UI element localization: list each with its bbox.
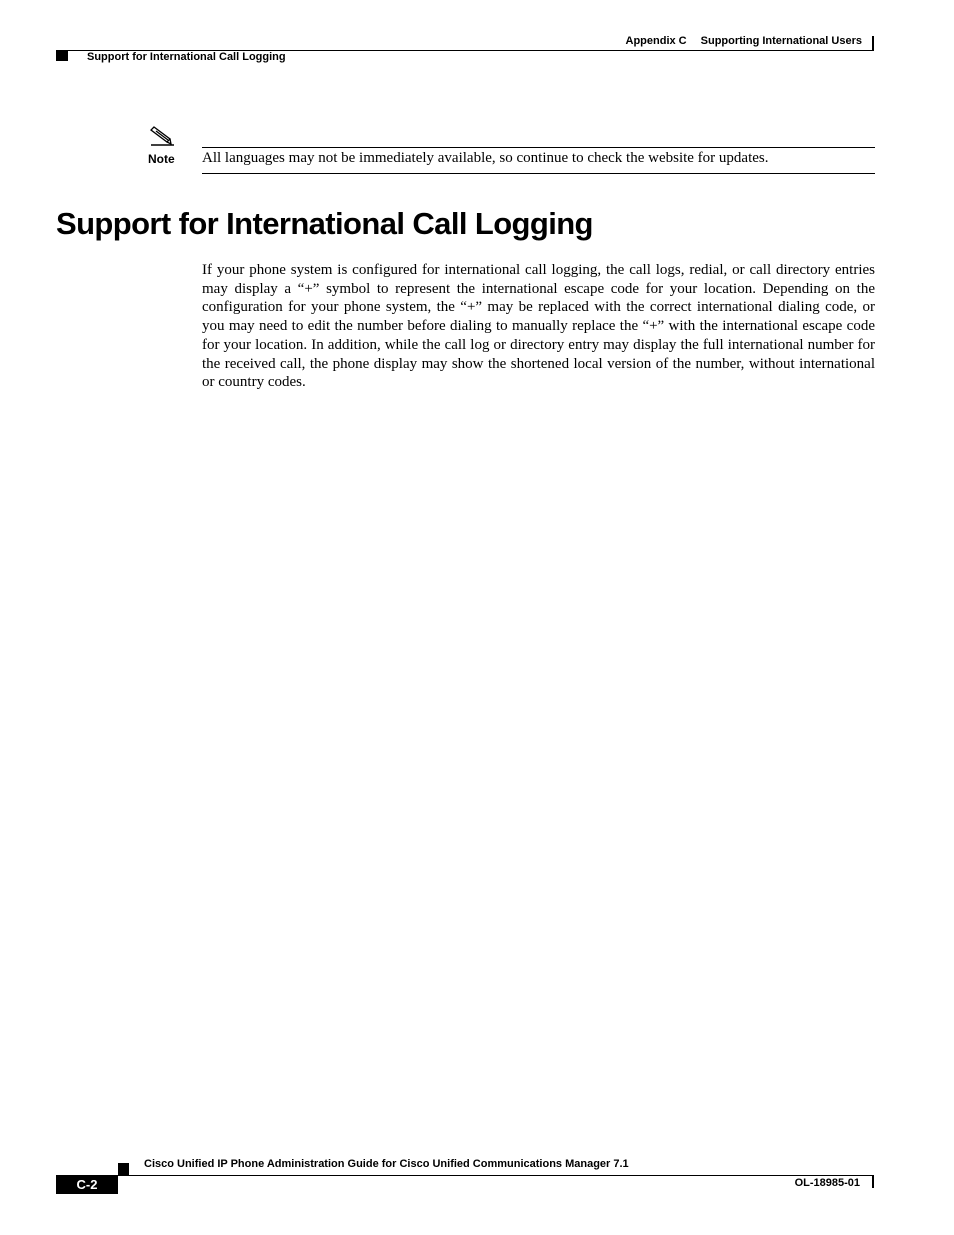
section-body: If your phone system is configured for international call logging, the call logs, redial, or call directory entries may display a “+” symbol to represent the international escape code for your location. Depending on the configuration for your phone system, the “+” may be replaced with the correct international dialing code, or you may need to edit the number before dialing to manually replace the “+” with the international escape code for your location. In addition, while the call log or directory entry may display the full international number for the received call, the phone display may show the shortened local version of the number, without international or country codes. [202,262,875,391]
header-tick-mark [872,36,874,50]
footer-tick-mark [872,1175,874,1188]
running-header-right [626,35,862,47]
note-rule-top [202,147,875,148]
footer-marker-square [118,1163,129,1175]
footer-doc-title: Cisco Unified IP Phone Administration Guide for Cisco Unified Communications Manager 7.1 [144,1158,629,1170]
pencil-note-icon [148,125,176,149]
chapter-title: Supporting International Users [700,35,862,47]
section-title: Support for International Call Logging [56,206,593,241]
running-header-section: Support for International Call Logging [87,51,286,63]
note-rule-bottom [202,173,875,174]
page-number: C-2 [56,1175,118,1194]
footer-rule [56,1175,874,1176]
footer-doc-number: OL-18985-01 [794,1177,860,1189]
note-text: All languages may not be immediately available, so continue to check the website for updates. [202,150,769,166]
header-marker-square [56,51,68,61]
note-label: Note [148,152,175,166]
appendix-label: Appendix C [625,35,687,47]
